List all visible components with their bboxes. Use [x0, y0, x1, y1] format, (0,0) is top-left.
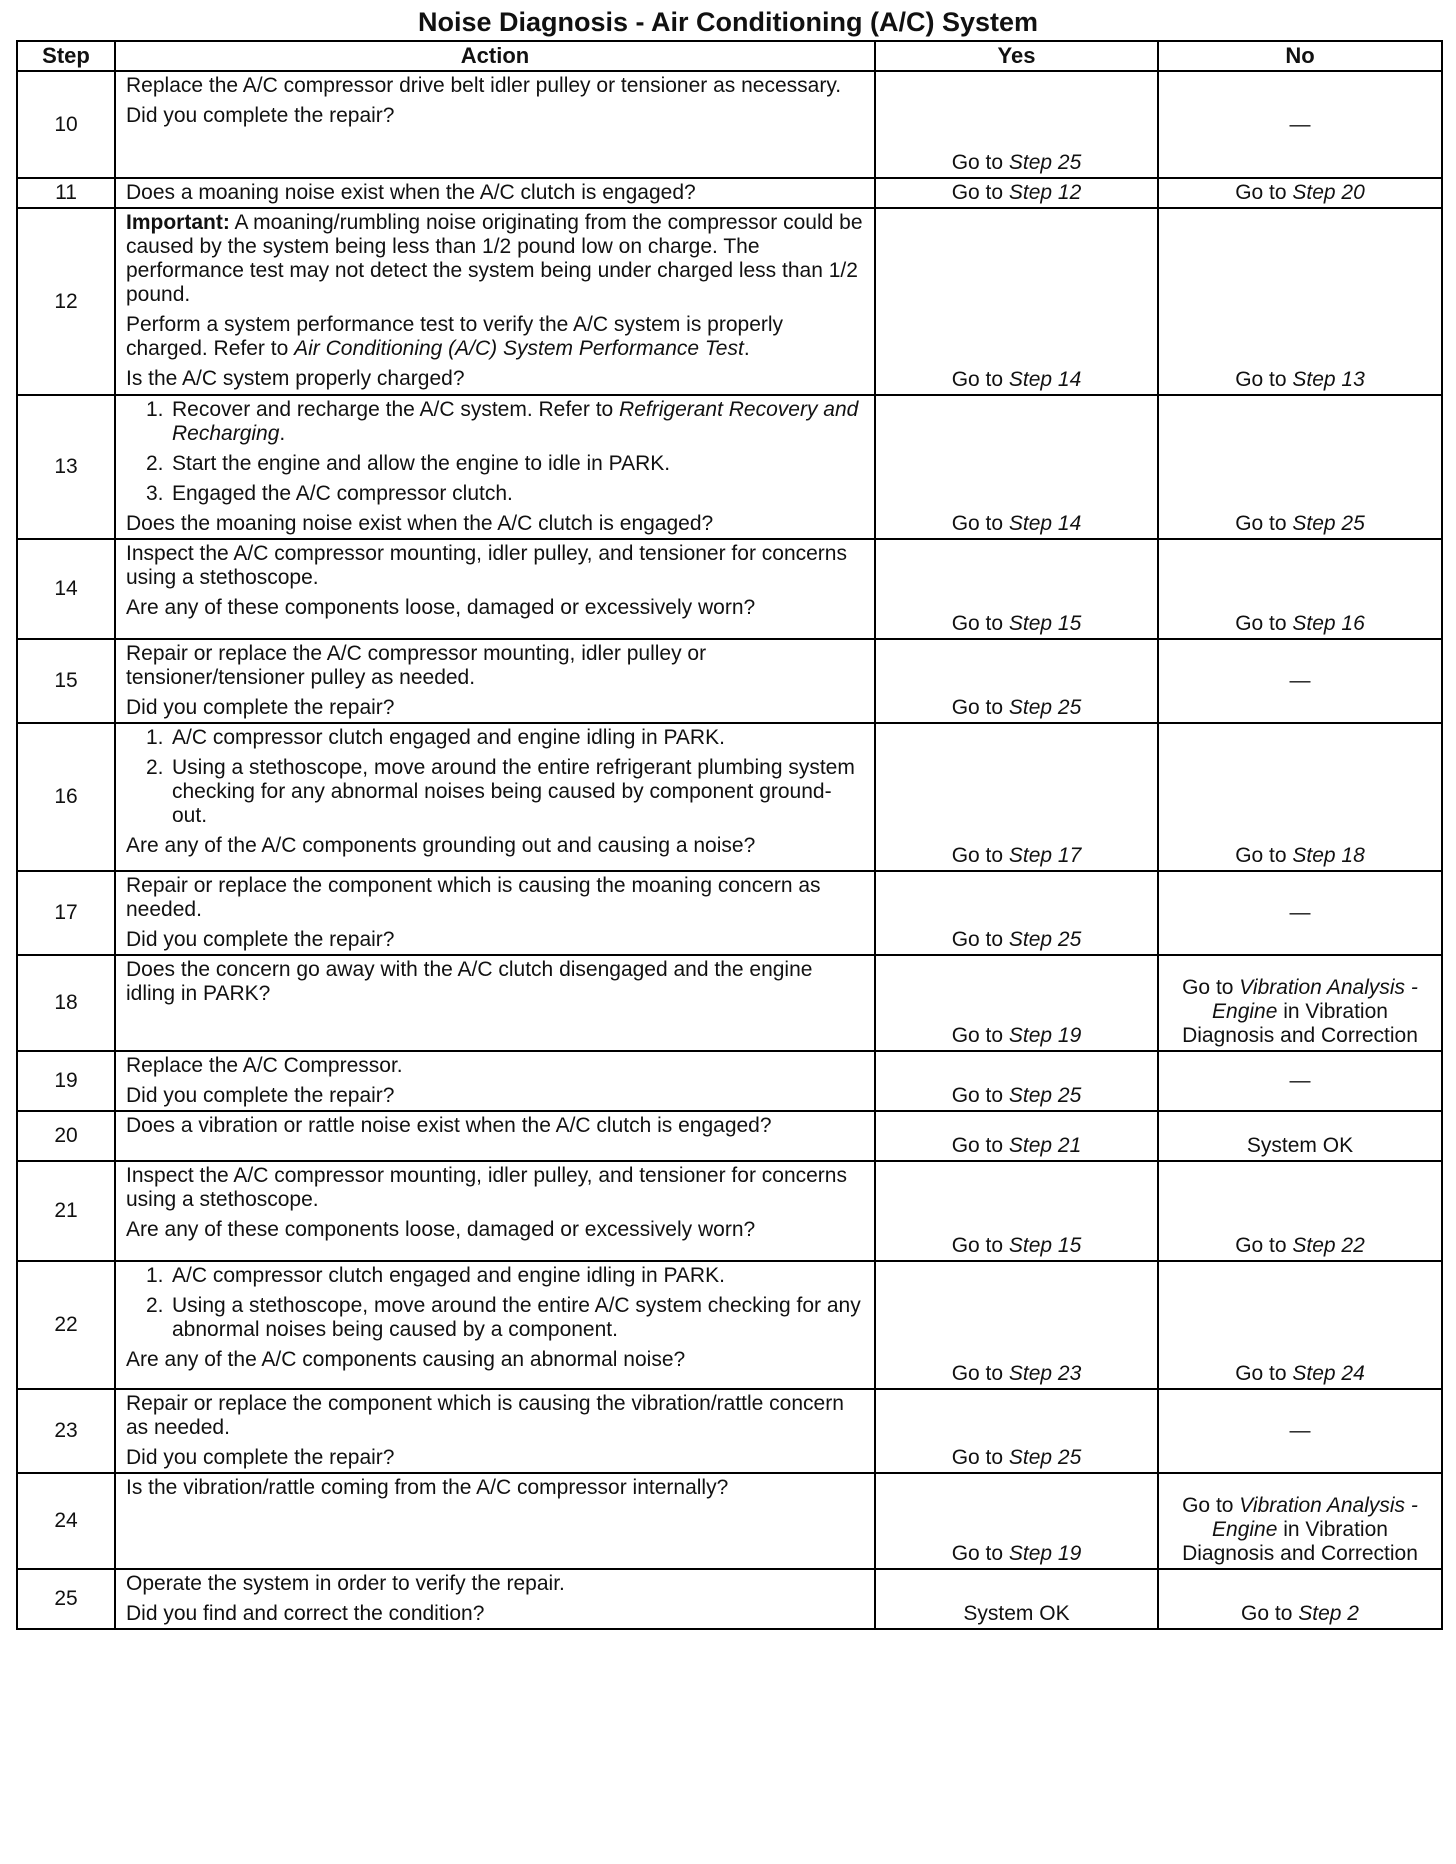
- no-outcome: [1169, 669, 1431, 693]
- table-row: [17, 639, 1442, 723]
- action-cell: [115, 539, 875, 639]
- yes-outcome-cell: [875, 539, 1158, 639]
- text-segment: Go to: [1235, 844, 1293, 867]
- text-segment: Does the moaning noise exist when the A/C clutch is engaged?: [126, 512, 714, 535]
- text-segment: Did you complete the repair?: [126, 928, 395, 951]
- yes-outcome: [886, 1602, 1147, 1626]
- text-segment: Did you complete the repair?: [126, 104, 395, 127]
- yes-outcome: [886, 1446, 1147, 1470]
- numbered-instruction: [126, 1294, 864, 1342]
- page-title: Noise Diagnosis - Air Conditioning (A/C) System: [417, 7, 1039, 37]
- action-paragraph: [126, 1054, 864, 1078]
- text-segment: Using a stethoscope, move around the entire refrigerant plumbing system checking for any abnormal noises being caused by component ground-out.: [172, 756, 855, 827]
- text-segment: Are any of the A/C components grounding out and causing a noise?: [126, 834, 756, 857]
- no-outcome: [1169, 1069, 1431, 1093]
- action-paragraph: [126, 596, 864, 620]
- table-row: [17, 955, 1442, 1051]
- reference-link-text: Step 25: [1008, 696, 1082, 719]
- yes-outcome: [886, 181, 1147, 205]
- text-segment: Operate the system in order to verify the repair.: [126, 1572, 565, 1595]
- text-segment: —: [1289, 112, 1311, 136]
- action-paragraph: [126, 834, 864, 858]
- text-segment: Go to: [1182, 976, 1240, 999]
- reference-link-text: Step 12: [1008, 181, 1082, 204]
- text-segment: Repair or replace the component which is causing the vibration/rattle concern as needed.: [126, 1392, 844, 1439]
- yes-outcome-cell: [875, 208, 1158, 395]
- text-segment: Does the concern go away with the A/C clutch disengaged and the engine idling in PARK?: [126, 958, 813, 1005]
- yes-outcome-cell: [875, 1389, 1158, 1473]
- item-number: 1.: [146, 726, 164, 749]
- action-cell: [115, 71, 875, 178]
- no-outcome-cell: [1158, 539, 1442, 639]
- text-segment: Go to: [1235, 1362, 1293, 1385]
- text-segment: Repair or replace the component which is causing the moaning concern as needed.: [126, 874, 821, 921]
- action-cell: [115, 1389, 875, 1473]
- table-row: [17, 71, 1442, 178]
- table-row: [17, 1473, 1442, 1569]
- reference-link-text: Step 19: [1008, 1542, 1082, 1565]
- text-segment: Are any of these components loose, damaged or excessively worn?: [126, 596, 756, 619]
- reference-link-text: Step 19: [1008, 1024, 1082, 1047]
- yes-outcome: [886, 1084, 1147, 1108]
- numbered-instruction: [126, 398, 864, 446]
- action-paragraph: [126, 211, 864, 307]
- text-segment: Go to: [1235, 368, 1293, 391]
- text-segment: A moaning/rumbling noise originating from the compressor could be caused by the system being less than 1/2 pound low on charge. The performance test may not detect the system being under charged less than 1/2 pound.: [126, 211, 863, 306]
- table-row: [17, 1569, 1442, 1629]
- text-segment: Did you find and correct the condition?: [126, 1602, 485, 1625]
- action-cell: [115, 395, 875, 539]
- no-outcome: [1169, 1134, 1431, 1158]
- text-segment: Is the A/C system properly charged?: [126, 367, 465, 390]
- numbered-instruction: [126, 726, 864, 750]
- action-paragraph: [126, 74, 864, 98]
- yes-outcome-cell: [875, 1051, 1158, 1111]
- step-number: 12: [17, 208, 115, 395]
- action-paragraph: [126, 1446, 864, 1470]
- no-outcome: [1169, 976, 1431, 1048]
- no-outcome: [1169, 181, 1431, 205]
- reference-link-text: Step 25: [1008, 151, 1082, 174]
- step-number: 25: [17, 1569, 115, 1629]
- text-segment: Go to: [951, 1542, 1009, 1565]
- step-number: 20: [17, 1111, 115, 1161]
- action-paragraph: [126, 1084, 864, 1108]
- numbered-instruction: [126, 756, 864, 828]
- text-segment: Does a moaning noise exist when the A/C clutch is engaged?: [126, 181, 696, 204]
- table-row: [17, 395, 1442, 539]
- step-number: 18: [17, 955, 115, 1051]
- action-paragraph: [126, 512, 864, 536]
- yes-outcome: [886, 1542, 1147, 1566]
- text-segment: Go to: [951, 151, 1009, 174]
- yes-outcome-cell: [875, 71, 1158, 178]
- table-row: [17, 178, 1442, 208]
- text-segment: Are any of these components loose, damaged or excessively worn?: [126, 1218, 756, 1241]
- step-number: 16: [17, 723, 115, 871]
- no-outcome-cell: [1158, 639, 1442, 723]
- header-action: Action: [115, 41, 875, 71]
- yes-outcome: [886, 1234, 1147, 1258]
- text-segment: Go to: [951, 1134, 1009, 1157]
- yes-outcome-cell: [875, 639, 1158, 723]
- step-number: 22: [17, 1261, 115, 1389]
- text-segment: Go to: [951, 181, 1009, 204]
- no-outcome-cell: [1158, 723, 1442, 871]
- text-segment: Go to: [951, 1362, 1009, 1385]
- yes-outcome: [886, 844, 1147, 868]
- reference-link-text: Step 23: [1008, 1362, 1082, 1385]
- action-paragraph: [126, 1164, 864, 1212]
- yes-outcome-cell: [875, 1473, 1158, 1569]
- text-segment: System OK: [1246, 1134, 1354, 1157]
- step-number: 13: [17, 395, 115, 539]
- step-number: 17: [17, 871, 115, 955]
- yes-outcome-cell: [875, 395, 1158, 539]
- text-segment: Go to: [951, 368, 1009, 391]
- no-outcome: [1169, 1602, 1431, 1626]
- text-segment: Does a vibration or rattle noise exist when the A/C clutch is engaged?: [126, 1114, 772, 1137]
- yes-outcome-cell: [875, 1161, 1158, 1261]
- table-row: [17, 1111, 1442, 1161]
- action-cell: [115, 723, 875, 871]
- no-outcome-cell: [1158, 71, 1442, 178]
- action-paragraph: [126, 1602, 864, 1626]
- action-paragraph: [126, 928, 864, 952]
- text-segment: in Vibration Diagnosis and Correction: [1182, 1518, 1418, 1565]
- text-segment: Is the vibration/rattle coming from the A/C compressor internally?: [126, 1476, 729, 1499]
- text-segment: Go to: [951, 928, 1009, 951]
- text-segment: Engaged the A/C compressor clutch.: [172, 482, 513, 505]
- step-number: 15: [17, 639, 115, 723]
- action-paragraph: [126, 1348, 864, 1372]
- text-segment: Go to: [951, 1446, 1009, 1469]
- action-paragraph: [126, 1392, 864, 1440]
- reference-link-text: Step 14: [1008, 512, 1082, 535]
- reference-link-text: Step 20: [1292, 181, 1365, 204]
- action-cell: [115, 871, 875, 955]
- action-cell: [115, 955, 875, 1051]
- reference-link-text: Step 2: [1298, 1602, 1359, 1625]
- no-outcome-cell: [1158, 208, 1442, 395]
- yes-outcome-cell: [875, 723, 1158, 871]
- reference-link-text: Step 21: [1008, 1134, 1082, 1157]
- action-paragraph: [126, 1476, 864, 1500]
- reference-link-text: Step 25: [1008, 1084, 1082, 1107]
- important-label: Important:: [126, 211, 230, 234]
- numbered-instruction: [126, 482, 864, 506]
- header-no: No: [1158, 41, 1442, 71]
- yes-outcome-cell: [875, 1111, 1158, 1161]
- text-segment: .: [743, 337, 750, 360]
- text-segment: Go to: [1241, 1602, 1299, 1625]
- table-row: [17, 539, 1442, 639]
- text-segment: Did you complete the repair?: [126, 1446, 395, 1469]
- reference-link-text: Step 13: [1292, 368, 1365, 391]
- item-number: 2.: [146, 452, 164, 475]
- no-outcome: [1169, 1362, 1431, 1386]
- no-outcome: [1169, 1494, 1431, 1566]
- step-number: 24: [17, 1473, 115, 1569]
- no-outcome: [1169, 1234, 1431, 1258]
- no-outcome: [1169, 1419, 1431, 1443]
- text-segment: Replace the A/C compressor drive belt idler pulley or tensioner as necessary.: [126, 74, 842, 97]
- text-segment: A/C compressor clutch engaged and engine idling in PARK.: [172, 726, 725, 749]
- reference-link-text: Step 24: [1292, 1362, 1365, 1385]
- table-row: [17, 1161, 1442, 1261]
- no-outcome-cell: [1158, 955, 1442, 1051]
- text-segment: Replace the A/C Compressor.: [126, 1054, 403, 1077]
- table-row: [17, 1051, 1442, 1111]
- reference-link-text: Step 22: [1292, 1234, 1365, 1257]
- text-segment: Perform a system performance test to verify the A/C system is properly charged. Refer to: [126, 313, 784, 360]
- yes-outcome: [886, 512, 1147, 536]
- reference-link-text: Step 15: [1008, 1234, 1082, 1257]
- no-outcome-cell: [1158, 178, 1442, 208]
- yes-outcome-cell: [875, 1261, 1158, 1389]
- item-number: 3.: [146, 482, 164, 505]
- no-outcome: [1169, 512, 1431, 536]
- step-number: 14: [17, 539, 115, 639]
- yes-outcome: [886, 1134, 1147, 1158]
- reference-link-text: Step 17: [1008, 844, 1082, 867]
- text-segment: Recover and recharge the A/C system. Refer to: [172, 398, 620, 421]
- yes-outcome: [886, 368, 1147, 392]
- action-cell: [115, 639, 875, 723]
- table-row: [17, 208, 1442, 395]
- step-number: 19: [17, 1051, 115, 1111]
- action-cell: [115, 1161, 875, 1261]
- action-paragraph: [126, 1572, 864, 1596]
- action-paragraph: [126, 542, 864, 590]
- reference-link-text: Step 18: [1292, 844, 1365, 867]
- text-segment: Go to: [1235, 1234, 1293, 1257]
- no-outcome: [1169, 612, 1431, 636]
- reference-link-text: Step 25: [1008, 1446, 1082, 1469]
- action-cell: [115, 178, 875, 208]
- action-cell: [115, 208, 875, 395]
- yes-outcome: [886, 612, 1147, 636]
- text-segment: Start the engine and allow the engine to idle in PARK.: [172, 452, 671, 475]
- no-outcome: [1169, 901, 1431, 925]
- text-segment: System OK: [963, 1602, 1070, 1625]
- text-segment: Go to: [951, 1024, 1009, 1047]
- table-header-row: [17, 41, 1442, 71]
- step-number: 11: [17, 178, 115, 208]
- text-segment: Go to: [1235, 612, 1293, 635]
- text-segment: Inspect the A/C compressor mounting, idler pulley, and tensioner for concerns using a stethoscope.: [126, 1164, 847, 1211]
- item-number: 1.: [146, 398, 164, 421]
- text-segment: —: [1289, 1419, 1311, 1442]
- step-number: 21: [17, 1161, 115, 1261]
- text-segment: Go to: [951, 512, 1009, 535]
- reference-link-text: Refrigerant Recovery and Recharging: [172, 398, 859, 445]
- no-outcome: [1169, 113, 1431, 137]
- no-outcome-cell: [1158, 1111, 1442, 1161]
- header-step: Step: [17, 41, 115, 71]
- text-segment: Did you complete the repair?: [126, 1084, 395, 1107]
- text-segment: Did you complete the repair?: [126, 696, 395, 719]
- text-segment: —: [1289, 669, 1311, 692]
- reference-link-text: Step 16: [1292, 612, 1365, 635]
- text-segment: Go to: [951, 612, 1009, 635]
- text-segment: —: [1289, 1069, 1311, 1092]
- text-segment: Using a stethoscope, move around the entire A/C system checking for any abnormal noises being caused by a component.: [172, 1294, 861, 1341]
- reference-link-text: Step 14: [1008, 368, 1082, 391]
- table-row: [17, 871, 1442, 955]
- action-cell: [115, 1569, 875, 1629]
- action-cell: [115, 1473, 875, 1569]
- action-cell: [115, 1261, 875, 1389]
- item-number: 2.: [146, 1294, 164, 1317]
- action-paragraph: [126, 696, 864, 720]
- action-paragraph: [126, 1218, 864, 1242]
- action-paragraph: [126, 104, 864, 128]
- yes-outcome-cell: [875, 1569, 1158, 1629]
- text-segment: Go to: [1182, 1494, 1240, 1517]
- yes-outcome: [886, 1024, 1147, 1048]
- yes-outcome: [886, 928, 1147, 952]
- text-segment: A/C compressor clutch engaged and engine idling in PARK.: [172, 1264, 725, 1287]
- table-row: [17, 723, 1442, 871]
- text-segment: Go to: [951, 696, 1009, 719]
- yes-outcome: [886, 696, 1147, 720]
- action-paragraph: [126, 958, 864, 1006]
- text-segment: in Vibration Diagnosis and Correction: [1182, 1000, 1418, 1047]
- no-outcome-cell: [1158, 1051, 1442, 1111]
- action-paragraph: [126, 367, 864, 391]
- no-outcome-cell: [1158, 1569, 1442, 1629]
- text-segment: Go to: [1235, 512, 1293, 535]
- action-paragraph: [126, 642, 864, 690]
- no-outcome: [1169, 368, 1431, 392]
- no-outcome-cell: [1158, 1161, 1442, 1261]
- action-paragraph: [126, 313, 864, 361]
- text-segment: Inspect the A/C compressor mounting, idler pulley, and tensioner for concerns using a stethoscope.: [126, 542, 847, 589]
- text-segment: Repair or replace the A/C compressor mounting, idler pulley or tensioner/tensioner pulley as needed.: [126, 642, 707, 689]
- table-row: [17, 1389, 1442, 1473]
- text-segment: Go to: [951, 1084, 1009, 1107]
- text-segment: .: [279, 422, 286, 445]
- text-segment: Go to: [951, 1234, 1009, 1257]
- numbered-instruction: [126, 1264, 864, 1288]
- text-segment: Are any of the A/C components causing an abnormal noise?: [126, 1348, 686, 1371]
- step-number: 23: [17, 1389, 115, 1473]
- yes-outcome-cell: [875, 955, 1158, 1051]
- action-cell: [115, 1111, 875, 1161]
- reference-link-text: Vibration Analysis - Engine: [1212, 976, 1418, 1023]
- no-outcome-cell: [1158, 1389, 1442, 1473]
- diagnosis-table: [16, 40, 1443, 1630]
- table-row: [17, 1261, 1442, 1389]
- no-outcome-cell: [1158, 871, 1442, 955]
- item-number: 1.: [146, 1264, 164, 1287]
- yes-outcome-cell: [875, 871, 1158, 955]
- reference-link-text: Step 25: [1008, 928, 1082, 951]
- no-outcome: [1169, 844, 1431, 868]
- item-number: 2.: [146, 756, 164, 779]
- text-segment: —: [1289, 901, 1311, 924]
- text-segment: Go to: [1235, 181, 1293, 204]
- step-number: 10: [17, 71, 115, 178]
- reference-link-text: Step 25: [1292, 512, 1365, 535]
- yes-outcome: [886, 1362, 1147, 1386]
- no-outcome-cell: [1158, 1261, 1442, 1389]
- yes-outcome-cell: [875, 178, 1158, 208]
- action-cell: [115, 1051, 875, 1111]
- no-outcome-cell: [1158, 395, 1442, 539]
- text-segment: Go to: [951, 844, 1009, 867]
- action-paragraph: [126, 181, 864, 205]
- reference-link-text: Air Conditioning (A/C) System Performance Test: [294, 337, 744, 360]
- action-paragraph: [126, 1114, 864, 1138]
- header-yes: Yes: [875, 41, 1158, 71]
- reference-link-text: Step 15: [1008, 612, 1082, 635]
- numbered-instruction: [126, 452, 864, 476]
- yes-outcome: [886, 151, 1147, 175]
- no-outcome-cell: [1158, 1473, 1442, 1569]
- action-paragraph: [126, 874, 864, 922]
- reference-link-text: Vibration Analysis - Engine: [1212, 1494, 1418, 1541]
